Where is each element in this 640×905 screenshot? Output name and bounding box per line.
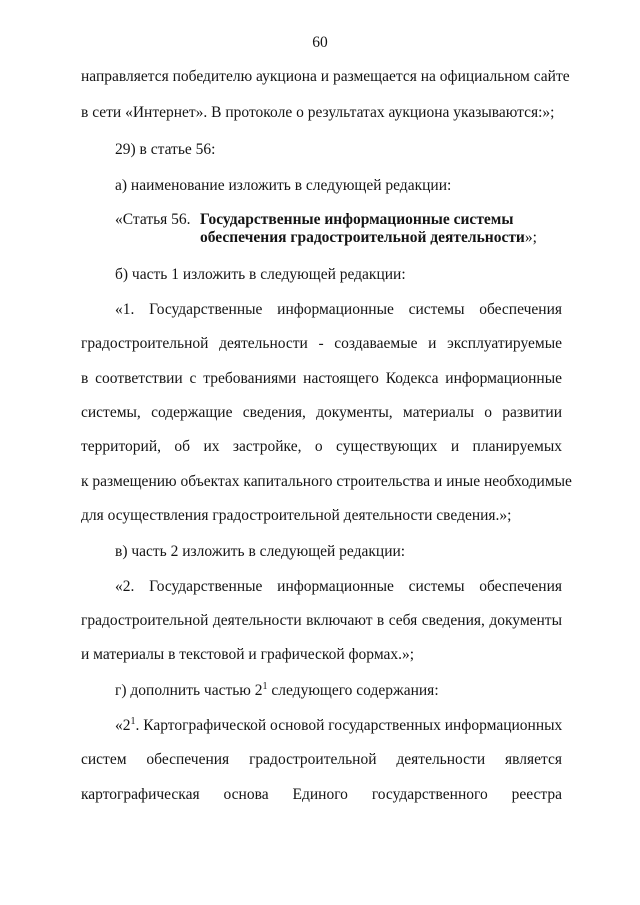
text-line: системы, содержащие сведения, документы, материалы о развитии [81,404,562,421]
text-line: «1. Государственные информационные системы обеспечения [115,301,562,318]
text-line: в сети «Интернет». В протоколе о результатах аукциона указываются:»; [81,104,555,121]
text-line: и материалы в текстовой и графической формах.»; [81,646,415,663]
page-number: 60 [312,34,328,51]
text-line: территорий, об их застройке, о существующих и планируемых [81,438,562,455]
text-line: систем обеспечения градостроительной деятельности является [81,751,562,768]
article-heading-title-line1: Государственные информационные системы [200,211,514,228]
article-heading-title-line2 [200,229,537,247]
text-line: градостроительной деятельности - создаваемые и эксплуатируемые [81,335,562,352]
text-line [115,681,562,701]
superscript: 1 [262,680,268,692]
text-segment: «2 [115,717,131,734]
text-line: «2. Государственные информационные системы обеспечения [115,578,562,595]
text-line: направляется победителю аукциона и размещается на официальном сайте [81,68,570,85]
text-line: 29) в статье 56: [115,141,216,158]
article-heading-prefix: «Статья 56. [115,211,191,228]
text-line: градостроительной деятельности включают в себя сведения, документы [81,612,562,629]
text-segment: г) дополнить частью 2 [115,682,263,699]
text-segment: следующего содержания: [267,682,439,699]
article-heading-suffix: »; [524,229,537,246]
text-line: в соответствии с требованиями настоящего Кодекса информационные [81,370,562,387]
text-line: картографическая основа Единого государственного реестра [81,786,562,803]
text-segment: . Картографической основой государственных информационных [135,717,563,734]
text-line: а) наименование изложить в следующей редакции: [115,177,452,194]
text-line: в) часть 2 изложить в следующей редакции: [115,543,406,560]
article-heading-title-text: обеспечения градостроительной деятельности [200,229,525,246]
superscript: 1 [130,715,136,727]
text-line: к размещению объектах капитального строительства и иные необходимые [81,473,572,490]
text-line: б) часть 1 изложить в следующей редакции: [115,266,406,283]
text-line [115,716,562,736]
text-line: для осуществления градостроительной деятельности сведения.»; [81,507,512,524]
